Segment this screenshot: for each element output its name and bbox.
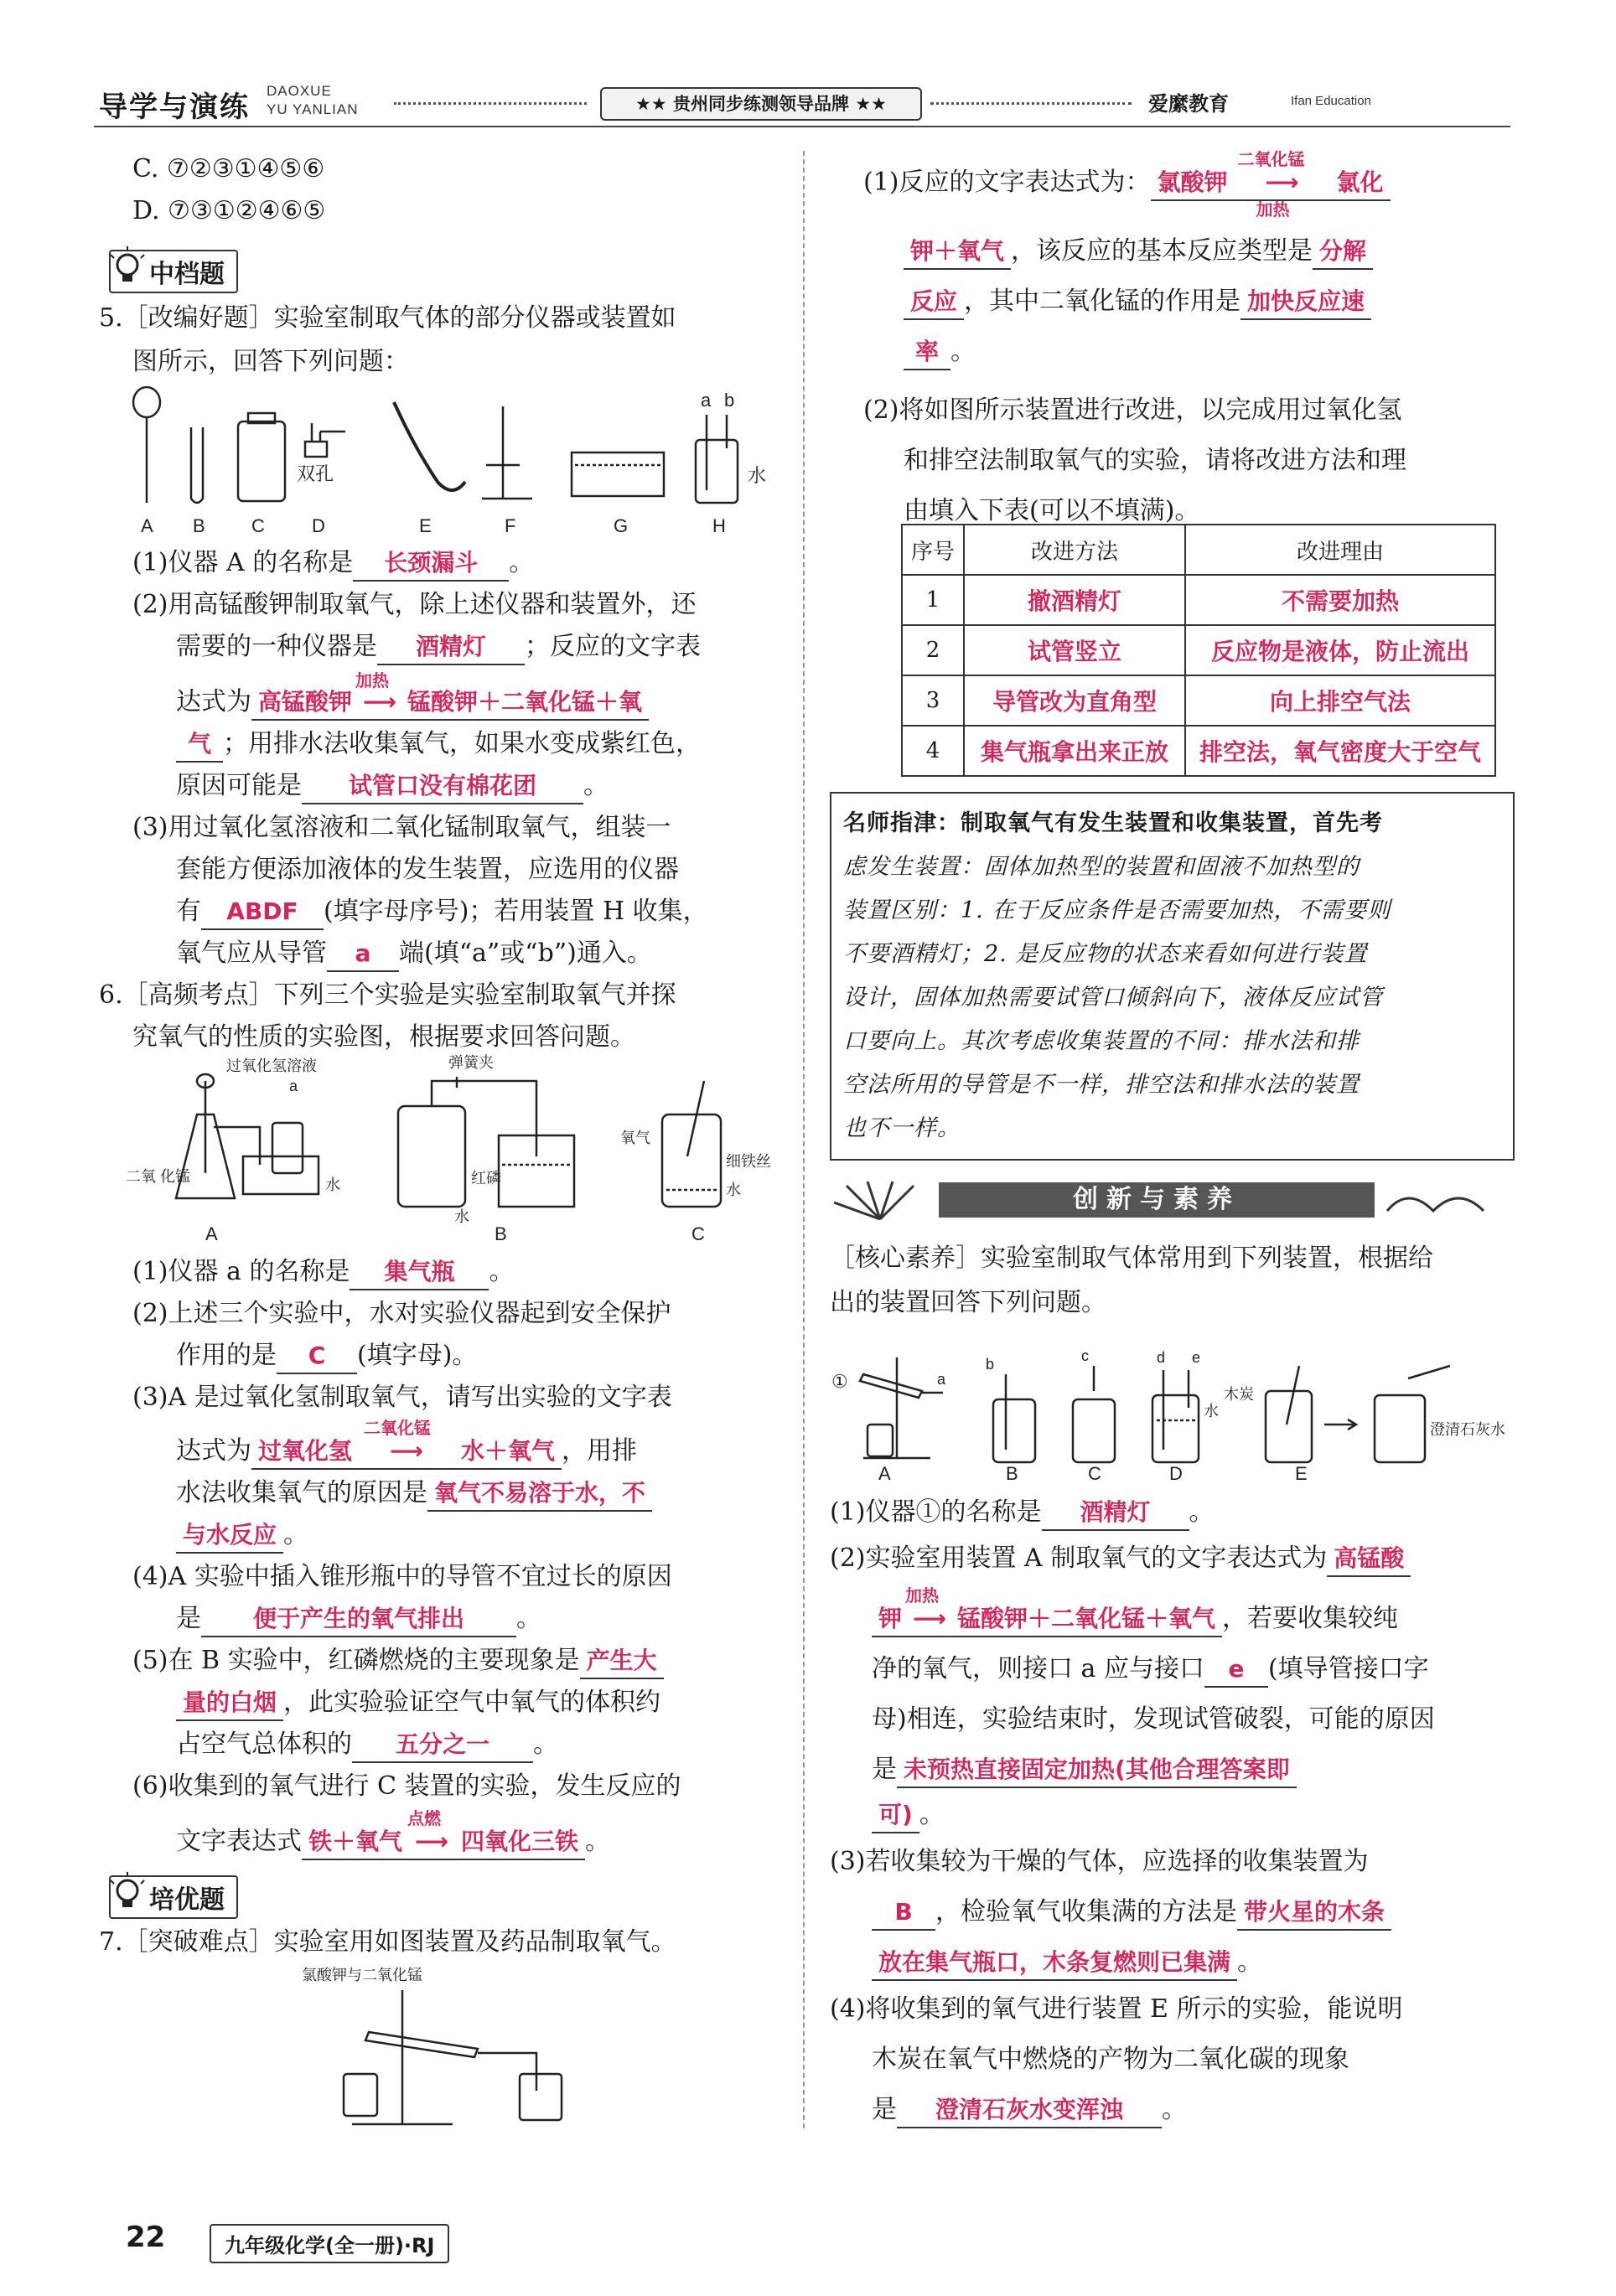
r1-eq-right: 氯化 bbox=[1336, 168, 1384, 196]
r1-pre: (1)反应的文字表达式为： bbox=[863, 168, 1151, 197]
apparatus-b bbox=[993, 1374, 1035, 1462]
q5-3-line1: (3)用过氧化氢溶液和二氧化锰制取氧气，组装一 bbox=[132, 813, 671, 842]
header-pinyin bbox=[267, 82, 359, 119]
q5-2-eq-condition: 加热 bbox=[355, 670, 390, 690]
label-a: a bbox=[937, 1371, 946, 1388]
header-index: 序号 bbox=[902, 525, 964, 575]
q5-2-l5-pre: 原因可能是 bbox=[176, 771, 302, 800]
reaction-arrow: 二氧化锰 ⟶ bbox=[352, 1435, 461, 1468]
q5-1-post: 。 bbox=[509, 548, 535, 577]
q6-3-l4-post: 。 bbox=[283, 1520, 309, 1549]
q5-2-eq-right: 锰酸钾＋二氧化锰＋氧 bbox=[407, 688, 643, 716]
q5-3-l3-pre: 有 bbox=[176, 897, 201, 926]
q6-3-answer-2a: 氧气不易溶于水，不 bbox=[427, 1476, 652, 1512]
c2-answer-2: e bbox=[1204, 1652, 1268, 1688]
book-icon bbox=[1383, 1177, 1492, 1223]
label-a: a bbox=[289, 1078, 298, 1094]
lightbulb-icon bbox=[111, 250, 144, 287]
c2-line5 bbox=[872, 1753, 1297, 1788]
reaction-arrow: 加热 ⟶ bbox=[902, 1602, 957, 1636]
c4-line2: 木炭在氧气中燃烧的产物为二氧化碳的现象 bbox=[872, 2045, 1349, 2074]
core-stem-2: 出的装置回答下列问题。 bbox=[830, 1288, 1106, 1317]
q6-3-line3 bbox=[176, 1476, 652, 1512]
reaction-arrow: 点燃 ⟶ bbox=[402, 1825, 461, 1859]
lightbulb-icon bbox=[111, 1875, 144, 1912]
q5-3-line2: 套能方便添加液体的发生装置，应选用的仪器 bbox=[176, 855, 679, 884]
apparatus-c bbox=[1073, 1366, 1115, 1462]
fig-label-h: H bbox=[712, 515, 726, 536]
q6-5-l3-pre: 占空气总体积的 bbox=[176, 1730, 352, 1759]
brand-english: Ifan Education bbox=[1291, 94, 1371, 108]
q5-2-line1: (2)用高锰酸钾制取氧气，除上述仪器和装置外，还 bbox=[132, 590, 697, 619]
tip-line: 空法所用的导管是不一样，排空法和排水法的装置 bbox=[843, 1072, 1360, 1098]
r2-line3: 由填入下表(可以不填满)。 bbox=[904, 496, 1200, 525]
q5-3-l4-pre: 氧气应从导管 bbox=[176, 939, 327, 968]
fig-label-g: G bbox=[614, 515, 629, 536]
label-one: ① bbox=[831, 1371, 848, 1392]
c2-line4: 母)相连，实验结束时，发现试管破裂，可能的原因 bbox=[872, 1704, 1435, 1734]
q6-2-post: (填字母)。 bbox=[357, 1341, 478, 1370]
c2-eq-condition: 加热 bbox=[905, 1585, 940, 1606]
q6-3-eq-right: 水＋氧气 bbox=[461, 1437, 556, 1465]
q5-apparatus-figure bbox=[126, 381, 767, 536]
c3-l2-mid: ，检验氧气收集满的方法是 bbox=[935, 1897, 1237, 1926]
header-pinyin-2: YU YANLIAN bbox=[267, 101, 359, 117]
cell-index: 1 bbox=[902, 575, 964, 625]
r1-line3 bbox=[904, 285, 1371, 320]
fig6-label-c: C bbox=[691, 1223, 705, 1244]
table-row bbox=[902, 726, 1495, 776]
option-d: D. ⑦③①②④⑥⑤ bbox=[132, 196, 326, 225]
q6-4-line1: (4)A 实验中插入锥形瓶中的导管不宜过长的原因 bbox=[132, 1562, 672, 1591]
q5-2-answer-3: 试管口没有棉花团 bbox=[302, 769, 583, 804]
table-header-row bbox=[902, 525, 1495, 575]
q6-6-post: 。 bbox=[585, 1827, 611, 1856]
footer-book-title: 九年级化学(全一册)·RJ bbox=[210, 2224, 449, 2263]
c2-pre: (2)实验室用装置 A 制取氧气的文字表达式为 bbox=[830, 1544, 1328, 1573]
q5-2-answer-1: 酒精灯 bbox=[377, 630, 525, 665]
fig-label-b: B bbox=[193, 515, 205, 536]
c3-l3-post: 。 bbox=[1237, 1947, 1263, 1977]
label-kclo3-mno2: 氯酸钾与二氧化锰 bbox=[302, 1967, 422, 1983]
stopper-d bbox=[305, 423, 345, 457]
figure-letters bbox=[141, 515, 726, 536]
q6-3-post: ，用排 bbox=[562, 1436, 638, 1466]
tube-e bbox=[394, 402, 465, 490]
label-water-a: 水 bbox=[325, 1176, 340, 1193]
q6-5-post: ，此实验验证空气中氧气的体积约 bbox=[283, 1688, 661, 1717]
r1-answer-2a: 分解 bbox=[1313, 235, 1373, 270]
c1-answer: 酒精灯 bbox=[1042, 1496, 1189, 1531]
r1-l3-mid: ，其中二氧化锰的作用是 bbox=[964, 287, 1241, 316]
core-apparatus-figure bbox=[830, 1341, 1505, 1484]
cell-method: 集气瓶拿出来正放 bbox=[964, 726, 1185, 776]
table-row bbox=[902, 675, 1495, 726]
q6-6-equation bbox=[302, 1808, 585, 1860]
label-limewater: 澄清石灰水 bbox=[1430, 1421, 1505, 1438]
q5-1-pre: (1)仪器 A 的名称是 bbox=[132, 548, 354, 577]
q6-part1 bbox=[132, 1255, 514, 1290]
q5-2-l5-post: 。 bbox=[583, 771, 609, 800]
fig-label-c: C bbox=[251, 515, 265, 536]
cell-reason: 不需要加热 bbox=[1185, 575, 1495, 625]
r1-eq-condition-bottom: 加热 bbox=[1256, 199, 1290, 220]
q6-6-eq-right: 四氧化三铁 bbox=[461, 1828, 579, 1855]
apparatus-d bbox=[1152, 1370, 1199, 1462]
q6-2-line2 bbox=[176, 1339, 477, 1374]
tip-line: 装置区别：1. 在于反应条件是否需要加热，不需要则 bbox=[843, 897, 1391, 923]
label-water: 水 bbox=[1204, 1403, 1219, 1419]
q6-4-line2 bbox=[176, 1602, 541, 1637]
c3-line1: (3)若收集较为干燥的气体，应选择的收集装置为 bbox=[830, 1847, 1369, 1876]
q6-4-post: 。 bbox=[516, 1604, 541, 1633]
label-d: d bbox=[1157, 1349, 1166, 1366]
r1-eq-condition-top: 二氧化锰 bbox=[1237, 149, 1305, 169]
c3-line2 bbox=[872, 1895, 1391, 1931]
q7-apparatus bbox=[344, 1990, 562, 2124]
banner-title: 创新与素养 bbox=[939, 1182, 1375, 1218]
c2-line3 bbox=[872, 1652, 1429, 1688]
q7-stem: 7.［突破难点］实验室用如图装置及药品制取氧气。 bbox=[99, 1927, 676, 1957]
core-label-b: B bbox=[1006, 1463, 1018, 1484]
q5-stem-1: 5.［改编好题］实验室制取气体的部分仪器或装置如 bbox=[99, 303, 676, 333]
c1-pre: (1)仪器①的名称是 bbox=[830, 1497, 1042, 1527]
c2-l3-post: (填导管接口字 bbox=[1267, 1654, 1429, 1683]
c3-answer-1: B bbox=[872, 1895, 935, 1931]
brand-logo bbox=[1148, 87, 1229, 116]
fig6-label-a: A bbox=[205, 1223, 218, 1244]
tip-line: 设计，固体加热需要试管口倾斜向下，液体反应试管 bbox=[843, 985, 1383, 1011]
q5-2-eq-left: 高锰酸钾 bbox=[258, 688, 353, 716]
c2-equation bbox=[872, 1585, 1222, 1637]
c4-l3-pre: 是 bbox=[872, 2095, 897, 2124]
c2-line2 bbox=[872, 1585, 1399, 1637]
trough-g bbox=[572, 452, 664, 496]
q5-2-l3-pre: 达式为 bbox=[176, 687, 251, 716]
q5-2-line4 bbox=[176, 727, 701, 763]
fig-label-a: A bbox=[141, 515, 153, 536]
c3-answer-2a: 带火星的木条 bbox=[1237, 1895, 1391, 1931]
tip-line: 也不一样。 bbox=[843, 1115, 961, 1141]
fig-label-f: F bbox=[505, 515, 516, 536]
tip-line: 名师指津：制取氧气有发生装置和收集装置，首先考 bbox=[843, 810, 1383, 836]
apparatus-b bbox=[398, 1077, 574, 1207]
core-label-d: D bbox=[1169, 1463, 1183, 1484]
q6-5-answer-1a: 产生大 bbox=[580, 1644, 664, 1679]
q5-3-answer-1: ABDF bbox=[201, 895, 324, 930]
r1-line1 bbox=[863, 149, 1391, 220]
test-tube-b bbox=[191, 427, 203, 503]
stand-f bbox=[482, 406, 532, 499]
label-water-b: 水 bbox=[454, 1208, 469, 1225]
header-dots-left bbox=[394, 102, 587, 105]
bottle-h bbox=[696, 415, 738, 503]
tip-line: 不要酒精灯；2. 是反应物的状态来看如何进行装置 bbox=[843, 941, 1368, 967]
q5-1-answer: 长颈漏斗 bbox=[353, 546, 509, 582]
r1-eq-left: 氯酸钾 bbox=[1157, 168, 1228, 196]
r1-answer-2b: 反应 bbox=[904, 285, 964, 320]
funnel-a bbox=[133, 387, 160, 503]
c2-answer-3a: 未预热直接固定加热(其他合理答案即 bbox=[897, 1753, 1297, 1788]
r1-line4 bbox=[904, 335, 976, 370]
label-b: b bbox=[986, 1356, 995, 1373]
q5-3-line4 bbox=[176, 937, 652, 972]
label-mno2: 二氧 化锰 bbox=[126, 1168, 191, 1185]
core-label-c: C bbox=[1088, 1463, 1101, 1484]
q6-2-pre: 作用的是 bbox=[176, 1341, 277, 1370]
q6-experiment-figure bbox=[126, 1054, 771, 1244]
apparatus-e bbox=[1266, 1366, 1450, 1462]
header-dots-right bbox=[930, 102, 1132, 105]
r1-l4-post: 。 bbox=[950, 337, 976, 366]
c4-line1: (4)将收集到的氧气进行装置 E 所示的实验，能说明 bbox=[830, 1994, 1403, 2024]
q6-3-equation bbox=[251, 1418, 562, 1470]
section-mid-level bbox=[109, 250, 238, 293]
label-clip: 弹簧夹 bbox=[448, 1054, 494, 1071]
q5-3-l3-post: (填字母序号)；若用装置 H 收集， bbox=[324, 897, 708, 926]
cell-index: 3 bbox=[902, 675, 964, 726]
fig6-label-b: B bbox=[495, 1223, 507, 1244]
header-title: 导学与演练 bbox=[99, 90, 250, 124]
table-row bbox=[902, 625, 1495, 675]
option-c: C. ⑦②③①④⑤⑥ bbox=[132, 154, 325, 184]
q5-2-pre: 需要的一种仪器是 bbox=[176, 632, 377, 661]
q5-2-eq-right-2: 气 bbox=[176, 727, 223, 763]
r1-l2-mid: ，该反应的基本反应类型是 bbox=[1011, 236, 1313, 266]
label-oxygen: 氧气 bbox=[620, 1130, 650, 1146]
core-label-e: E bbox=[1295, 1463, 1308, 1484]
label-iron-wire: 细铁丝 bbox=[726, 1153, 771, 1170]
brand-name: 爱縻教育 bbox=[1148, 92, 1229, 116]
cell-method: 试管竖立 bbox=[964, 625, 1185, 675]
section-mid-label: 中档题 bbox=[149, 260, 225, 289]
q5-3-l4-post: 端(填“a”或“b”)通入。 bbox=[399, 939, 652, 968]
q6-5-pre: (5)在 B 实验中，红磷燃烧的主要现象是 bbox=[132, 1646, 580, 1675]
q6-3-l3-pre: 水法收集氧气的原因是 bbox=[176, 1478, 427, 1507]
innovation-banner bbox=[830, 1177, 1492, 1223]
q5-stem-2: 图所示，回答下列问题： bbox=[132, 347, 409, 376]
c3-answer-2b: 放在集气瓶口，木条复燃则已集满 bbox=[872, 1946, 1237, 1981]
q6-stem-1: 6.［高频考点］下列三个实验是实验室制取氧气并探 bbox=[99, 980, 676, 1010]
sparkle-icon bbox=[830, 1177, 930, 1223]
c2-l6-post: 。 bbox=[919, 1800, 945, 1829]
table-row bbox=[902, 575, 1495, 625]
q6-6-pre: 文字表达式 bbox=[176, 1827, 302, 1856]
c4-line3 bbox=[872, 2093, 1187, 2128]
q7-apparatus-figure bbox=[285, 1965, 637, 2133]
cell-reason: 向上排空气法 bbox=[1185, 675, 1495, 726]
q6-5-line3 bbox=[176, 1728, 558, 1763]
c1-post: 。 bbox=[1189, 1497, 1215, 1527]
header-method: 改进方法 bbox=[964, 525, 1185, 575]
label-double-hole: 双孔 bbox=[297, 463, 334, 484]
q6-3-eq-left: 过氧化氢 bbox=[258, 1437, 353, 1465]
c2-l2-post: ，若要收集较纯 bbox=[1222, 1604, 1399, 1633]
c1-line bbox=[830, 1496, 1215, 1531]
teacher-tip-box bbox=[830, 792, 1515, 1161]
bottle-c bbox=[662, 1081, 721, 1207]
r1-line2 bbox=[904, 235, 1373, 270]
q6-2-answer: C bbox=[277, 1339, 357, 1374]
fig-label-e: E bbox=[419, 515, 432, 536]
q5-2-post: ；反应的文字表 bbox=[525, 632, 701, 661]
cell-method: 撤酒精灯 bbox=[964, 575, 1185, 625]
header-reason: 改进理由 bbox=[1185, 525, 1495, 575]
r1-answer-3a: 加快反应速 bbox=[1240, 285, 1371, 320]
q6-4-pre: 是 bbox=[176, 1604, 201, 1633]
q5-3-line3 bbox=[176, 895, 708, 930]
reaction-arrow: 二氧化锰 ⟶ 加热 bbox=[1228, 166, 1337, 199]
q6-5-l3-post: 。 bbox=[533, 1730, 558, 1759]
c2-line6 bbox=[872, 1798, 945, 1833]
c3-line3 bbox=[872, 1946, 1262, 1981]
q6-1-answer: 集气瓶 bbox=[350, 1255, 489, 1290]
fig-label-d: D bbox=[312, 515, 325, 536]
c2-eq-left: 钾 bbox=[878, 1605, 903, 1632]
core-label-a: A bbox=[878, 1463, 891, 1484]
q5-2-l4-post: ；用排水法收集氧气，如果水变成紫红色， bbox=[223, 729, 701, 758]
q6-4-answer: 便于产生的氧气排出 bbox=[201, 1602, 516, 1637]
q6-6-eq-left: 铁＋氧气 bbox=[308, 1828, 403, 1855]
label-h2o2: 过氧化氢溶液 bbox=[226, 1058, 317, 1074]
q6-stem-2: 究氧气的性质的实验图，根据要求回答问题。 bbox=[132, 1022, 635, 1052]
q6-5-line2 bbox=[176, 1686, 660, 1721]
q6-5-answer-1b: 量的白烟 bbox=[176, 1686, 283, 1721]
c2-eq-right: 锰酸钾＋二氧化锰＋氧气 bbox=[957, 1605, 1216, 1632]
q6-6-eq-condition: 点燃 bbox=[407, 1808, 442, 1828]
label-water-c: 水 bbox=[726, 1182, 741, 1198]
q6-3-line4 bbox=[176, 1518, 308, 1554]
label-e: e bbox=[1192, 1349, 1201, 1366]
cell-reason: 排空法，氧气密度大于空气 bbox=[1185, 726, 1495, 776]
q6-5-line1 bbox=[132, 1644, 664, 1679]
q5-part1 bbox=[132, 546, 534, 582]
r2-line1: (2)将如图所示装置进行改进，以完成用过氧化氢 bbox=[863, 396, 1402, 425]
core-stem-1: ［核心素养］实验室制取气体常用到下列装置，根据给 bbox=[830, 1244, 1433, 1273]
c2-l5-pre: 是 bbox=[872, 1755, 897, 1784]
r1-equation bbox=[1151, 149, 1391, 220]
q6-3-answer-2b: 与水反应 bbox=[176, 1518, 283, 1554]
trough-a bbox=[243, 1123, 319, 1194]
tip-line: 虑发生装置：固体加热型的装置和固液不加热型的 bbox=[843, 854, 1360, 880]
section-advanced-label: 培优题 bbox=[149, 1885, 225, 1915]
h-label-b: b bbox=[724, 390, 735, 411]
page-number: 22 bbox=[126, 2221, 166, 2254]
cell-method: 导管改为直角型 bbox=[964, 675, 1185, 726]
q6-3-pre: 达式为 bbox=[176, 1436, 251, 1466]
q5-2-line5 bbox=[176, 769, 609, 804]
q6-1-pre: (1)仪器 a 的名称是 bbox=[132, 1257, 350, 1286]
label-c: c bbox=[1081, 1347, 1089, 1364]
cell-index: 4 bbox=[902, 726, 964, 776]
q6-3-line2 bbox=[176, 1418, 638, 1470]
column-divider bbox=[803, 151, 805, 2128]
apparatus-a bbox=[860, 1357, 943, 1458]
r2-line2: 和排空法制取氧气的实验，请将改进方法和理 bbox=[904, 446, 1406, 475]
improvement-table bbox=[901, 524, 1496, 777]
c2-l3-pre: 净的氧气，则接口 a 应与接口 bbox=[872, 1654, 1204, 1683]
q6-2-line1: (2)上述三个实验中，水对实验仪器起到安全保护 bbox=[132, 1299, 671, 1328]
q5-2-equation bbox=[251, 670, 649, 721]
c2-line1 bbox=[830, 1542, 1411, 1577]
c2-answer-1a: 高锰酸 bbox=[1327, 1542, 1411, 1577]
cell-index: 2 bbox=[902, 625, 964, 675]
q5-2-line2 bbox=[176, 630, 701, 665]
header-pinyin-1: DAOXUE bbox=[267, 83, 332, 99]
tip-line: 口要向上。其次考虑收集装置的不同：排水法和排 bbox=[843, 1028, 1360, 1054]
reaction-arrow: 加热 ⟶ bbox=[352, 685, 407, 719]
q6-5-answer-2: 五分之一 bbox=[352, 1728, 533, 1763]
h-label-water: 水 bbox=[748, 465, 767, 486]
label-red-phosphorus: 红磷 bbox=[471, 1170, 501, 1187]
h-label-a: a bbox=[701, 390, 712, 411]
r1-eq-right-2: 钾＋氧气 bbox=[904, 235, 1011, 270]
r1-answer-3b: 率 bbox=[904, 335, 950, 370]
header-rule bbox=[94, 126, 1510, 127]
c4-answer: 澄清石灰水变浑浊 bbox=[897, 2093, 1162, 2128]
q6-3-line1: (3)A 是过氧化氢制取氧气，请写出实验的文字表 bbox=[132, 1383, 672, 1412]
q5-3-answer-2: a bbox=[327, 937, 399, 972]
q6-6-line2 bbox=[176, 1808, 611, 1860]
bottle-c bbox=[238, 413, 285, 501]
label-charcoal: 木炭 bbox=[1224, 1386, 1254, 1403]
q6-6-line1: (6)收集到的氧气进行 C 装置的实验，发生反应的 bbox=[132, 1771, 681, 1801]
cell-reason: 反应物是液体，防止流出 bbox=[1185, 625, 1495, 675]
q6-1-post: 。 bbox=[489, 1257, 515, 1286]
section-advanced bbox=[109, 1875, 238, 1919]
c2-answer-3b: 可) bbox=[872, 1798, 919, 1833]
q6-3-eq-condition: 二氧化锰 bbox=[364, 1418, 432, 1438]
q5-2-line3 bbox=[176, 670, 649, 721]
c4-l3-post: 。 bbox=[1162, 2095, 1187, 2124]
header-badge: ★★ 贵州同步练测领导品牌 ★★ bbox=[600, 87, 922, 121]
